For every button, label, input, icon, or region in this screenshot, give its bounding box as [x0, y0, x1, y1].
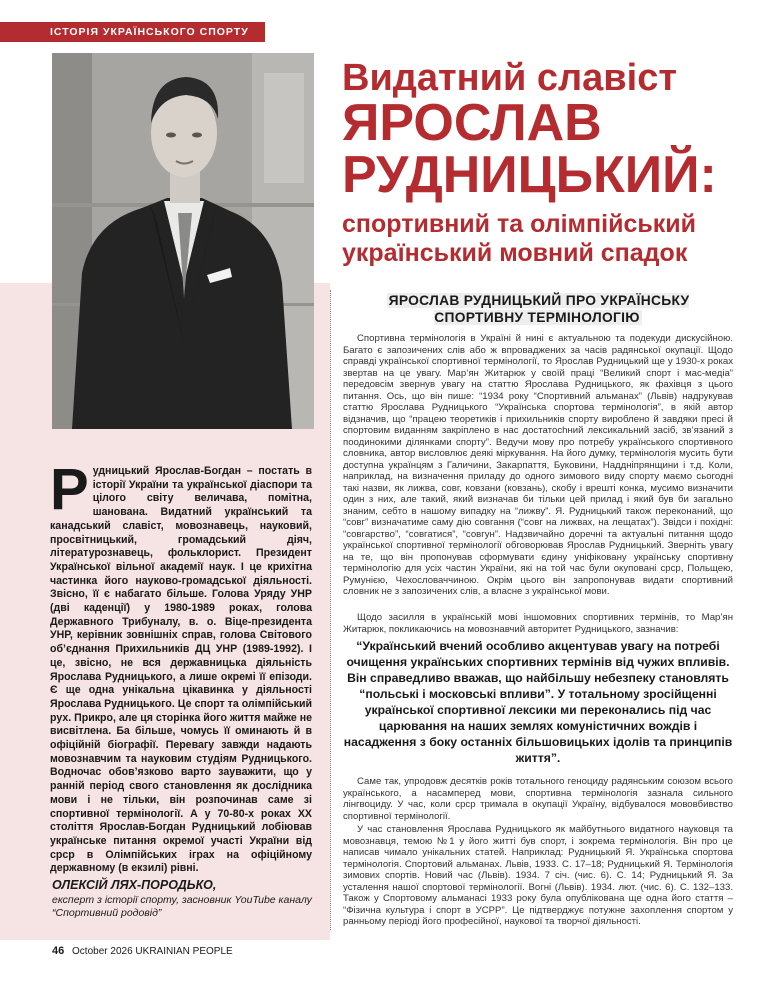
drop-cap: Р [50, 457, 89, 522]
portrait-illustration [52, 53, 314, 429]
body-paragraph-1: Спортивна термінологія в Україні й нині є актуальною та подекуди дискусійною. Багато є запозичених слів або ж впроваджених за часів радянської окупації. Щодо справді української спортивної термінології, то Ярослав Рудницький ще у 1930-х роках звертав на це увагу. Мар’ян Житарюк у своїй праці “Великий спорт і мас-медіа” передовсім звернув увагу на статтю Ярослава Рудницького, як фахівця з цього питання. Ось, що він пише: “1934 року “Спортивний альманах” (Львів) надрукував статтю Ярослава Рудницького “Українська спортова термінологія”, в якій автор відзначив, що “працею теоретиків і прихильників спорту вироблено й завдяки пресі й спортовим виданням закріплено в нас достатochний лексикальний засіб, зв’язаний з поодинокими ділянками спорту”. Ведучи мову про потребу українського спортивного словника, автор висловлює деякі міркування. На його думку, термінологія мусить бути доступна українцям з Галичини, Закарпаття, Буковини, Наддніпрянщини і т.д. Коли, наприклад, на визначення приладу до одного зимового виду спорту маємо сьогодні такі назви, як лижва, совг, ковзани (ковзань), скобу і врешті конка, мусимо визначити один з них, але такий, який визначав би тільки цей прилад і який був би загально знаним, себто в нашому випадку на “лижву”. Я. Рудницький також переконаний, що “совг” визначатиме саму дію совгання (“совг на лижвах, на лещатах”). Звідси і похідні: “совгарство”, “совгатися”, “совгун”. Надзвичайно доречні та актуальні питання щодо української спортивної термінології обговорював Ярослав Рудницький. Зверніть увагу на те, що він пропонував сформувати єдину уніфіковану українську спортивну термінологію для усіх частин України, які на той час були окуповані срср, Польщею, Румунією, Чехословаччиною. Окрім цього він запропонував видати спортивний словник не з запозичених слів, а власне з української мови. [343, 333, 733, 597]
author-block [52, 878, 314, 920]
issue-date: October 2026 [72, 946, 133, 957]
title-line-1: Видатний славіст [342, 57, 677, 99]
title-line-3: РУДНИЦЬКИЙ: [342, 146, 717, 204]
subtitle: спортивний та олімпійський український мовний спадок [342, 210, 696, 267]
intro-text [50, 457, 313, 876]
column-divider [330, 290, 331, 930]
magazine-name: UKRAINIAN PEOPLE [135, 946, 233, 957]
author-description: експерт з історії спорту, засновник YouTube каналу “Спортивний родовід” [52, 894, 312, 919]
body-paragraph-3: Саме так, упродовж десятків років тотального геноциду радянським союзом всього українського, а насамперед мови, спортивна термінологія зазнала сильного лінгвоциду. У час, коли срср тримала в окупації Україну, відбувалося мововбивство спортивної термінології. [343, 776, 733, 822]
portrait-photo [52, 53, 314, 429]
body-paragraph-2: Щодо засилля в українській мові іншомовних спортивних термінів, то Мар’ян Житарюк, покликаючись на мовознавчий авторитет Рудницького, зазначив: [343, 612, 733, 635]
author-name: ОЛЕКСІЙ ЛЯХ-ПОРОДЬКО, [52, 878, 217, 892]
body-paragraph-4: У час становлення Ярослава Рудницького як майбутнього видатного науковця та мовознавця, темою №1 у його житті був спорт, і зокрема термінологія. Він про це написав чимало унікальних статей. Наприклад: Рудницький Я. Українська спортова термінологія. Спортовий альманах. Львів, 1933. С. 17–18; Рудницький Я. Термінологія зимових спортів. Новий час (Львів). 1934. 7 січ. (чис. 6). С. 14; Рудницький Я. За усталення нашої спортової термінології. Вогні (Львів). 1934. лют. (чис. 6). С. 132–133. Також у Спортовому альманасі 1933 року була опублікована ще одна його стаття – “Фізична культура і спорт в УСРР”. Це підтверджує потужне захоплення спортом у ранньому періоді його професійної, наукової та творчої діяльності. [343, 824, 733, 927]
title-line-2: ЯРОСЛАВ [342, 94, 602, 152]
page-footer [52, 945, 233, 957]
page-number: 46 [52, 945, 65, 957]
intro-paragraph: удницький Ярослав-Богдан – постать в історії України та української діаспори та цілого світу величава, помітна, шанована. Видатний український та канадський славіст, мовознавець, науковий, просвітницький, громадський діяч, літературознавець, фольклорист. Президент Української вільної академії наук. І це крихітна частинка його науково-громадської діяльності. Звісно, її є набагато більше. Голова Уряду УНР (дві каденції) у 1980-1989 роках, голова Державного Трибуналу, в. о. Віце-президента УНР, керівник зовнішніх справ, голова Світового об’єднання Прихильників ДЦ УНР (1989-1992). І це, звісно, не вся державницька діяльність Ярослава Рудницького, а лише окремі її епізоди. Є ще одна унікальна цікавинка у діяльності Ярослава Рудницького. Це спорт та олімпійський рух. Прикро, але ця сторінка його життя майже не висвітлена. Ба більше, чомусь її оминають й в офіційній біографії. Перевагу завжди надають мовознавчим та науковим студіям Рудницького. Водночас обов’язково варто зауважити, що у ранній період свого становлення як дослідника мови і не тільки, він розпочинав саме зі спортивної термінології. А у 70-80-х роках XX століття Ярослав-Богдан Рудницький лобіював українське питання окремої участі України від срср в Олімпійських іграх на офіційному державному (в екзилі) рівні. [50, 465, 313, 875]
section-heading [343, 292, 733, 326]
pull-quote: “Український вчений особливо акцентував увагу на потребі очищення українських спортивних термінів від чужих впливів. Він справедливо вважав, що найбільшу небезпеку становлять “польські і московські впливи”. У тотальному зросійщенні української спортивної лексики ми переконались під час царювання на наших землях комуністичних вождів і насадження з боку останніх більшовицьких ідолів та принципів життя”. [343, 639, 733, 765]
section-heading-text: ЯРОСЛАВ РУДНИЦЬКИЙ ПРО УКРАЇНСЬКУ СПОРТИВНУ ТЕРМІНОЛОГІЮ [388, 293, 690, 325]
section-tag: ІСТОРІЯ УКРАЇНСЬКОГО СПОРТУ [0, 22, 265, 42]
